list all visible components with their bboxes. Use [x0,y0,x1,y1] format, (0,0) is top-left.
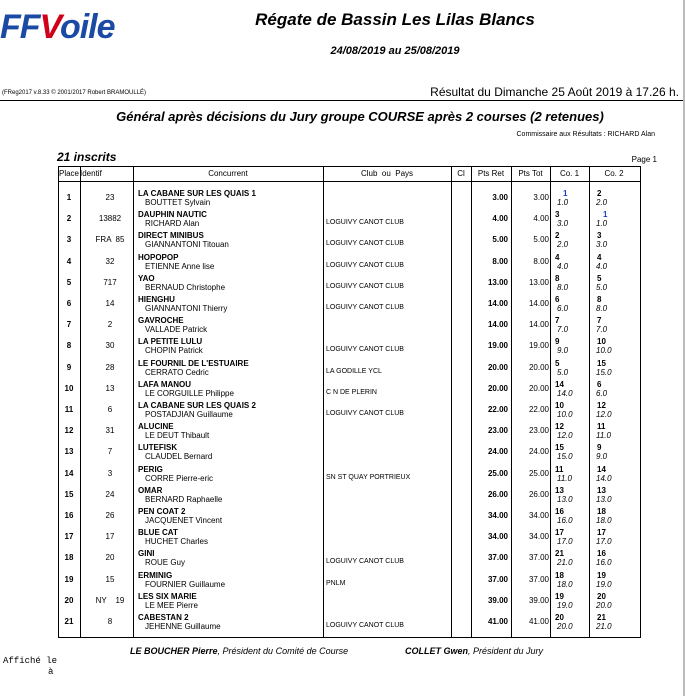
col-header-cl: Cl [457,169,465,178]
row-boat: GAVROCHE [138,316,184,326]
row-club: LOGUIVY CANOT CLUB [326,219,404,227]
row-co2-rank: 3 [597,231,602,241]
row-pts-tot: 34.00 [528,511,549,520]
row-place: 1 [66,193,72,202]
row-pts-ret: 41.00 [487,617,508,626]
row-pts-ret: 34.00 [487,511,508,520]
row-co1-points: 19.0 [557,600,573,610]
row-identif: 6 [107,405,113,414]
row-pts-tot: 4.00 [533,214,549,224]
col-header-club: Club ou Pays [360,169,414,178]
table-row [58,231,641,252]
row-co2-rank: 17 [597,528,606,538]
commissaire-label: Commissaire aux Résultats : RICHARD Alan [516,131,655,138]
row-skipper: CLAUDEL Bernard [145,452,213,462]
row-boat: PEN COAT 2 [138,507,186,516]
table-row [58,401,641,422]
row-boat: OMAR [138,485,163,495]
row-pts-tot: 25.00 [528,468,549,478]
row-co2-rank: 18 [597,507,606,516]
row-co1-rank: 3 [555,210,560,220]
row-boat: LA CABANE SUR LES QUAIS 2 [138,401,256,410]
row-co1-rank: 11 [555,464,564,474]
row-co2-rank: 21 [597,613,606,622]
row-club: LOGUIVY CANOT CLUB [326,304,404,311]
row-co1-points: 17.0 [557,537,573,547]
row-co1-rank: 15 [555,443,564,453]
row-co1-rank: 6 [555,295,560,304]
row-identif: 3 [107,468,113,478]
result-timestamp: Résultat du Dimanche 25 Août 2019 à 17.26 h. [430,85,679,99]
row-co2-rank: 13 [597,485,606,495]
row-place: 3 [66,235,72,245]
row-boat: DIRECT MINIBUS [138,231,204,241]
header-divider [0,100,685,101]
row-pts-ret: 3.00 [492,193,508,202]
row-co1-rank: 7 [555,316,560,326]
row-place: 10 [64,383,74,393]
row-pts-ret: 37.00 [487,553,508,563]
row-identif: 7 [107,447,113,457]
row-co2-points: 12.0 [596,410,612,419]
row-co1-points: 11.0 [557,473,572,483]
row-pts-ret: 20.00 [487,362,508,372]
table-row [58,295,641,316]
row-skipper: FOURNIER Guillaume [145,579,226,589]
row-co1-points: 7.0 [557,325,569,335]
row-pts-ret: 4.00 [492,214,508,224]
row-pts-tot: 20.00 [528,362,549,372]
row-identif: 717 [103,277,117,287]
row-co1-rank: 2 [555,231,560,241]
row-co1-rank: 20 [555,613,564,622]
row-pts-tot: 34.00 [528,532,549,542]
row-boat: ALUCINE [138,422,174,432]
col-header-pts-ret: Pts Ret [477,169,505,178]
row-co2-points: 11.0 [596,431,611,441]
row-co2-points: 1.0 [596,219,608,229]
row-co2-rank: 10 [597,337,606,347]
row-pts-tot: 19.00 [528,341,549,351]
row-pts-ret: 19.00 [487,341,508,351]
row-co2-rank: 5 [597,273,602,283]
row-pts-ret: 5.00 [492,235,508,245]
row-co2-points: 7.0 [596,325,608,335]
row-pts-ret: 22.00 [487,405,508,414]
row-place: 20 [64,595,74,605]
row-boat: YAO [138,273,155,283]
row-co2-points: 21.0 [596,622,612,631]
row-co2-points: 2.0 [596,198,608,207]
row-place: 12 [64,426,74,436]
row-boat: LUTEFISK [138,443,178,453]
row-club: PNLM [326,579,346,587]
row-place: 21 [64,617,74,626]
table-row [58,210,641,231]
row-skipper: BERNARD Raphaelle [145,494,223,504]
col-header-co1: Co. 1 [559,169,580,178]
row-place: 9 [66,362,72,372]
row-place: 5 [66,277,72,287]
row-co2-points: 3.0 [596,240,608,250]
row-identif: 13882 [98,214,122,224]
row-place: 19 [64,574,74,584]
posted-on-label: Affiché le [3,656,58,666]
row-co2-rank: 15 [597,358,606,368]
row-skipper: JEHENNE Guillaume [145,622,221,631]
table-row [58,443,641,464]
row-co1-rank: 19 [555,591,564,601]
row-co1-rank: 8 [555,273,560,283]
row-pts-tot: 20.00 [528,383,549,393]
row-co1-points: 15.0 [557,452,573,462]
row-co2-points: 15.0 [596,367,612,377]
row-boat: ERMINIG [138,570,173,580]
row-co2-points: 19.0 [596,579,612,589]
row-pts-tot: 39.00 [528,595,549,605]
row-identif: 31 [105,426,115,436]
row-co1-rank: 10 [555,401,564,410]
row-co1-points: 3.0 [557,219,569,229]
row-skipper: ETIENNE Anne lise [145,261,215,271]
table-row [58,465,641,486]
ffvoile-logo: FFVoile [0,8,115,46]
row-co2-rank: 11 [597,422,606,432]
row-pts-tot: 41.00 [528,617,549,626]
table-row [58,380,641,401]
row-co2-points: 8.0 [596,304,608,313]
table-row [58,274,641,295]
row-co2-points: 9.0 [596,452,608,462]
row-club: LOGUIVY CANOT CLUB [326,410,404,417]
posted-at-label: à [48,667,54,677]
row-co1-points: 12.0 [557,431,573,441]
table-row [58,507,641,528]
row-co1-rank: 1 [563,189,568,198]
row-identif: 23 [105,193,115,202]
row-pts-ret: 26.00 [487,489,508,499]
row-pts-tot: 14.00 [528,320,549,330]
row-co2-points: 6.0 [596,388,608,398]
row-identif: 15 [105,574,115,584]
row-skipper: GIANNANTONI Titouan [145,240,229,250]
row-pts-tot: 23.00 [528,426,549,436]
row-skipper: CORRE Pierre-eric [145,473,214,483]
row-co1-rank: 5 [555,358,560,368]
row-boat: LA PETITE LULU [138,337,203,347]
row-co1-rank: 18 [555,570,564,580]
software-credit: (FReg2017 v.8.33 © 2001/2017 Robert BRAMOULLÉ) [2,90,147,96]
row-skipper: CHOPIN Patrick [145,346,203,356]
row-pts-tot: 13.00 [528,277,549,287]
row-pts-ret: 37.00 [487,574,508,584]
row-place: 14 [64,468,74,478]
regatta-dates: 24/08/2019 au 25/08/2019 [330,45,460,57]
row-identif: 30 [105,341,115,351]
row-co1-points: 10.0 [557,410,573,419]
table-row [58,592,641,613]
row-club: LOGUIVY CANOT CLUB [326,261,404,269]
row-co2-rank: 20 [597,591,606,601]
row-co1-rank: 14 [555,379,564,389]
row-co2-points: 4.0 [596,261,608,271]
row-co2-rank: 2 [597,189,602,198]
row-identif: NY 19 [95,595,125,605]
row-boat: BLUE CAT [138,528,178,538]
row-co1-rank: 9 [555,337,560,347]
row-identif: 13 [105,383,115,393]
col-header-pts-tot: Pts Tot [518,169,543,178]
row-place: 13 [64,447,74,457]
row-place: 7 [66,320,72,330]
row-club: SN ST QUAY PORTRIEUX [326,473,411,481]
row-boat: LAFA MANOU [138,379,192,389]
row-pts-ret: 13.00 [487,277,508,287]
table-row [58,253,641,274]
row-identif: 24 [105,489,115,499]
row-co2-rank: 8 [597,295,602,304]
row-identif: 26 [105,511,115,520]
row-co1-points: 6.0 [557,304,569,313]
row-identif: 32 [105,256,115,266]
row-boat: LE FOURNIL DE L'ESTUAIRE [138,358,249,368]
row-boat: CABESTAN 2 [138,613,189,622]
row-co1-points: 8.0 [557,282,569,292]
row-co1-rank: 16 [555,507,564,516]
row-co1-points: 21.0 [557,558,573,568]
row-co2-points: 14.0 [596,473,612,483]
header-row-divider [58,181,641,182]
row-pts-tot: 26.00 [528,489,549,499]
row-co1-rank: 12 [555,422,564,432]
row-skipper: CERRATO Cedric [145,367,209,377]
row-skipper: VALLADE Patrick [145,325,208,335]
table-row [58,316,641,337]
row-pts-ret: 23.00 [487,426,508,436]
row-identif: 20 [105,553,115,563]
row-co2-rank: 16 [597,549,606,559]
row-skipper: HUCHET Charles [145,537,208,547]
row-skipper: RICHARD Alan [145,219,200,229]
table-row [58,613,641,634]
table-row [58,422,641,443]
col-header-place: Place [58,169,79,178]
row-skipper: BOUTTET Sylvain [145,198,211,207]
row-club: LOGUIVY CANOT CLUB [326,558,404,566]
row-skipper: GIANNANTONI Thierry [145,304,228,313]
row-skipper: LE DEUT Thibault [145,431,210,441]
table-row [58,549,641,570]
ranking-subtitle: Général après décisions du Jury groupe COURSE après 2 courses (2 retenues) [116,109,604,124]
row-place: 15 [64,489,74,499]
row-pts-ret: 34.00 [487,532,508,542]
row-pts-ret: 39.00 [487,595,508,605]
row-co2-points: 20.0 [596,600,612,610]
row-pts-tot: 37.00 [528,553,549,563]
row-identif: 14 [105,299,115,308]
table-row [58,486,641,507]
row-place: 17 [64,532,74,542]
row-club: C N DE PLERIN [326,388,377,396]
table-row [58,528,641,549]
row-boat: HIENGHU [138,295,175,304]
row-identif: 17 [105,532,115,542]
row-co2-points: 13.0 [596,494,612,504]
row-skipper: LE MEE Pierre [145,600,198,610]
row-co2-points: 17.0 [596,537,612,547]
row-co2-rank: 12 [597,401,606,410]
row-co1-rank: 4 [555,252,560,262]
row-co2-rank: 4 [597,252,602,262]
row-pts-tot: 22.00 [528,405,549,414]
regatta-title: Régate de Bassin Les Lilas Blancs [255,10,535,29]
row-skipper: LE CORGUILLE Philippe [145,388,234,398]
row-skipper: POSTADJIAN Guillaume [145,410,233,419]
row-boat: PERIG [138,464,163,474]
row-place: 11 [64,405,74,414]
row-pts-ret: 24.00 [487,447,508,457]
col-header-co2: Co. 2 [604,169,624,178]
row-co2-points: 16.0 [596,558,612,568]
row-co2-points: 5.0 [596,282,608,292]
row-skipper: ROUE Guy [145,558,186,568]
row-pts-ret: 20.00 [487,383,508,393]
row-pts-ret: 25.00 [487,468,508,478]
row-pts-tot: 24.00 [528,447,549,457]
row-place: 2 [66,214,72,224]
row-co2-rank: 19 [597,570,606,580]
row-pts-tot: 5.00 [533,235,549,245]
row-boat: HOPOPOP [138,252,179,262]
row-co1-points: 13.0 [557,494,573,504]
row-co2-rank: 7 [597,316,602,326]
row-co1-points: 5.0 [557,367,569,377]
row-pts-tot: 8.00 [533,256,549,266]
row-co1-points: 14.0 [557,388,573,398]
row-co1-points: 20.0 [557,622,573,631]
row-identif: 28 [105,362,115,372]
row-co1-points: 9.0 [557,346,569,356]
row-identif: 2 [107,320,113,330]
row-place: 4 [66,256,72,266]
row-co1-points: 4.0 [557,261,569,271]
row-boat: DAUPHIN NAUTIC [138,210,207,220]
table-row [58,337,641,358]
row-co1-points: 16.0 [557,516,573,525]
row-club: LOGUIVY CANOT CLUB [326,240,404,248]
row-pts-ret: 14.00 [487,320,508,330]
row-boat: LES SIX MARIE [138,591,197,601]
race-committee-signature: LE BOUCHER Pierre, Président du Comité de Course [130,646,349,656]
row-co2-rank: 14 [597,464,606,474]
row-co2-rank: 1 [603,210,608,220]
row-place: 16 [64,511,74,520]
row-co1-points: 18.0 [557,579,573,589]
row-co1-points: 2.0 [557,240,569,250]
row-boat: GINI [138,549,155,559]
row-pts-tot: 14.00 [528,299,549,308]
row-pts-tot: 3.00 [533,193,549,202]
row-co1-rank: 17 [555,528,564,538]
row-place: 18 [64,553,74,563]
row-pts-tot: 37.00 [528,574,549,584]
row-skipper: BERNAUD Christophe [145,282,226,292]
row-club: LOGUIVY CANOT CLUB [326,282,404,290]
row-identif: 8 [107,617,113,626]
col-header-concurrent: Concurrent [208,169,248,178]
table-row [58,189,641,210]
row-place: 8 [66,341,72,351]
row-pts-ret: 14.00 [487,299,508,308]
page-number: Page 1 [631,155,657,164]
row-pts-ret: 8.00 [492,256,508,266]
row-place: 6 [66,299,72,308]
row-club: LA GODILLE YCL [326,367,382,375]
row-identif: FRA 85 [95,235,125,245]
jury-signature: COLLET Gwen, Président du Jury [405,646,544,656]
row-co1-points: 1.0 [557,198,569,207]
row-co2-rank: 6 [597,379,602,389]
row-boat: LA CABANE SUR LES QUAIS 1 [138,189,256,198]
row-co2-points: 18.0 [596,516,612,525]
row-club: LOGUIVY CANOT CLUB [326,622,404,629]
row-co2-rank: 9 [597,443,602,453]
entries-count: 21 inscrits [57,150,117,164]
row-skipper: JACQUENET Vincent [145,516,223,525]
table-row [58,359,641,380]
row-co1-rank: 21 [555,549,564,559]
row-co1-rank: 13 [555,485,564,495]
row-club: LOGUIVY CANOT CLUB [326,346,404,354]
table-row [58,571,641,592]
row-co2-points: 10.0 [596,346,612,356]
col-header-identif: Identif [80,169,102,178]
